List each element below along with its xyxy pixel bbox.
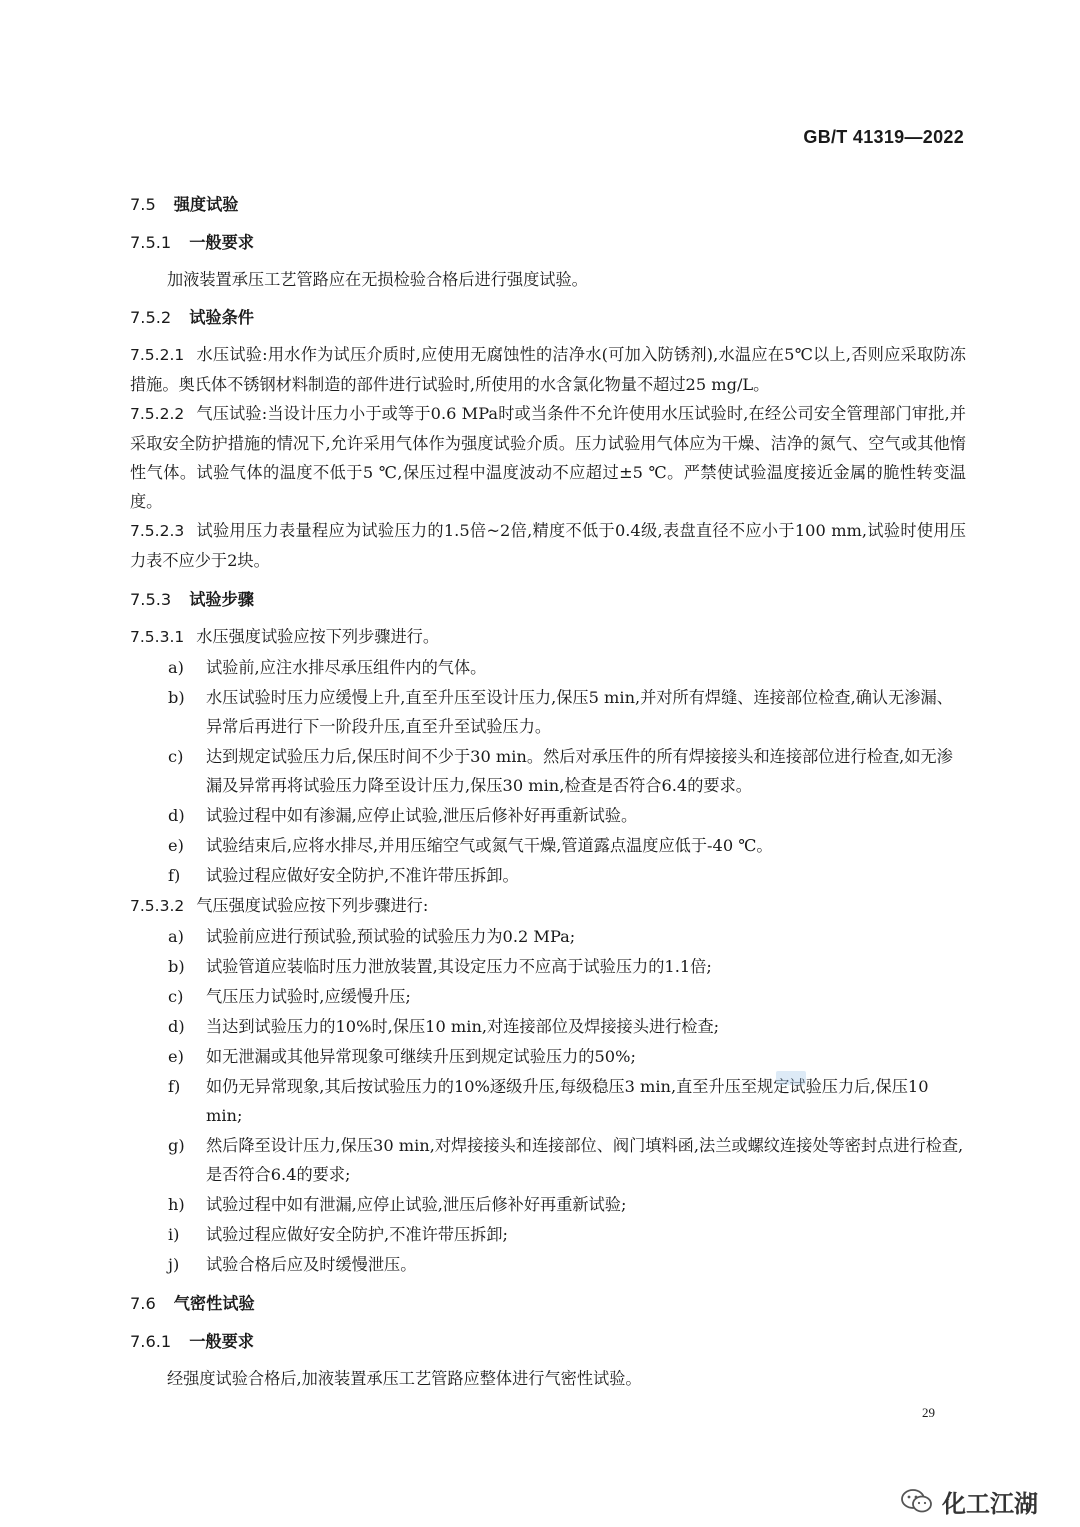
clause-7-5-2-3: 7.5.2.3 试验用压力表量程应为试验压力的1.5倍~2倍,精度不低于0.4级,表盘直径不应小于100 mm,试验时使用压力表不应少于2块。: [130, 521, 966, 570]
list-item: g) 然后降至设计压力,保压30 min,对焊接接头和连接部位、阀门填料函,法兰或螺纹连接处等密封点进行检查,是否符合6.4的要求;: [168, 1136, 964, 1184]
section-7-5-heading: 7.5 强度试验: [130, 195, 239, 214]
clause-7-5-3-2: 7.5.3.2 气压强度试验应按下列步骤进行:: [130, 896, 429, 915]
section-7-5-3-heading: 7.5.3 试验步骤: [130, 590, 254, 609]
section-7-6-heading: 7.6 气密性试验: [130, 1294, 255, 1313]
section-7-5-2-heading: 7.5.2 试验条件: [130, 308, 254, 327]
list-item: b) 水压试验时压力应缓慢上升,直至升压至设计压力,保压5 min,并对所有焊缝、连接部位检查,确认无渗漏、异常后再进行下一阶段升压,直至升至试验压力。: [168, 688, 953, 736]
list-item: d) 当达到试验压力的10%时,保压10 min,对连接部位及焊接接头进行检查;: [168, 1017, 720, 1036]
clause-7-5-3-1: 7.5.3.1 水压强度试验应按下列步骤进行。: [130, 627, 440, 646]
clause-7-5-3-1-list: [130, 653, 966, 890]
section-7-5-1-heading: 7.5.1 一般要求: [130, 233, 254, 252]
clause-7-5-2-2: 7.5.2.2 气压试验:当设计压力小于或等于0.6 MPa时或当条件不允许使用水压试验时,在经公司安全管理部门审批,并采取安全防护措施的情况下,允许采用气体作为强度试验介质。压力试验用气体应为干燥、洁净的氮气、空气或其他惰性气体。试验气体的温度不低于5 ℃,保压过程中温度波动不应超过±5 ℃。严禁使试验温度接近金属的脆性转变温度。: [130, 404, 966, 511]
list-item: h) 试验过程中如有泄漏,应停止试验,泄压后修补好再重新试验;: [168, 1195, 627, 1214]
list-item: f) 试验过程应做好安全防护,不准许带压拆卸。: [168, 866, 519, 885]
list-item: b) 试验管道应装临时压力泄放装置,其设定压力不应高于试验压力的1.1倍;: [168, 957, 712, 976]
clause-7-5-2-1: 7.5.2.1 水压试验:用水作为试压介质时,应使用无腐蚀性的洁净水(可加入防锈剂),水温应在5℃以上,否则应采取防冻措施。奥氏体不锈钢材料制造的部件进行试验时,所使用的水含氯化物量不超过25 mg/L。: [130, 345, 966, 394]
standard-number: GB/T 41319—2022: [803, 127, 964, 147]
page-number: 29: [922, 1405, 935, 1420]
brand-watermark: [900, 1484, 1038, 1518]
list-item: f) 如仍无异常现象,其后按试验压力的10%逐级升压,每级稳压3 min,直至升压至规定试验压力后,保压10 min;: [168, 1077, 929, 1125]
watermark-icon: [774, 1068, 808, 1088]
list-item: c) 达到规定试验压力后,保压时间不少于30 min。然后对承压件的所有焊接接头和连接部位进行检查,如无渗漏及异常再将试验压力降至设计压力,保压30 min,检查是否符合6.4的要求。: [168, 747, 953, 795]
page-content: [130, 190, 966, 1399]
list-item: j) 试验合格后应及时缓慢泄压。: [168, 1255, 417, 1274]
clause-7-5-3-2-list: [130, 922, 966, 1279]
wechat-icon: [900, 1487, 934, 1515]
section-7-6-1-heading: 7.6.1 一般要求: [130, 1332, 254, 1351]
list-item: d) 试验过程中如有渗漏,应停止试验,泄压后修补好再重新试验。: [168, 806, 638, 825]
list-item: e) 如无泄漏或其他异常现象可继续升压到规定试验压力的50%;: [168, 1047, 636, 1066]
section-7-6-1-text: 经强度试验合格后,加液装置承压工艺管路应整体进行气密性试验。: [167, 1369, 642, 1388]
list-item: c) 气压压力试验时,应缓慢升压;: [168, 987, 411, 1006]
list-item: e) 试验结束后,应将水排尽,并用压缩空气或氮气干燥,管道露点温度应低于-40 ℃。: [168, 836, 773, 855]
section-7-5-1-text: 加液装置承压工艺管路应在无损检验合格后进行强度试验。: [167, 270, 588, 289]
list-item: a) 试验前应进行预试验,预试验的试验压力为0.2 MPa;: [168, 927, 576, 946]
brand-name: 化工江湖: [942, 1489, 1038, 1518]
list-item: a) 试验前,应注水排尽承压组件内的气体。: [168, 658, 487, 677]
list-item: i) 试验过程应做好安全防护,不准许带压拆卸;: [168, 1225, 508, 1244]
